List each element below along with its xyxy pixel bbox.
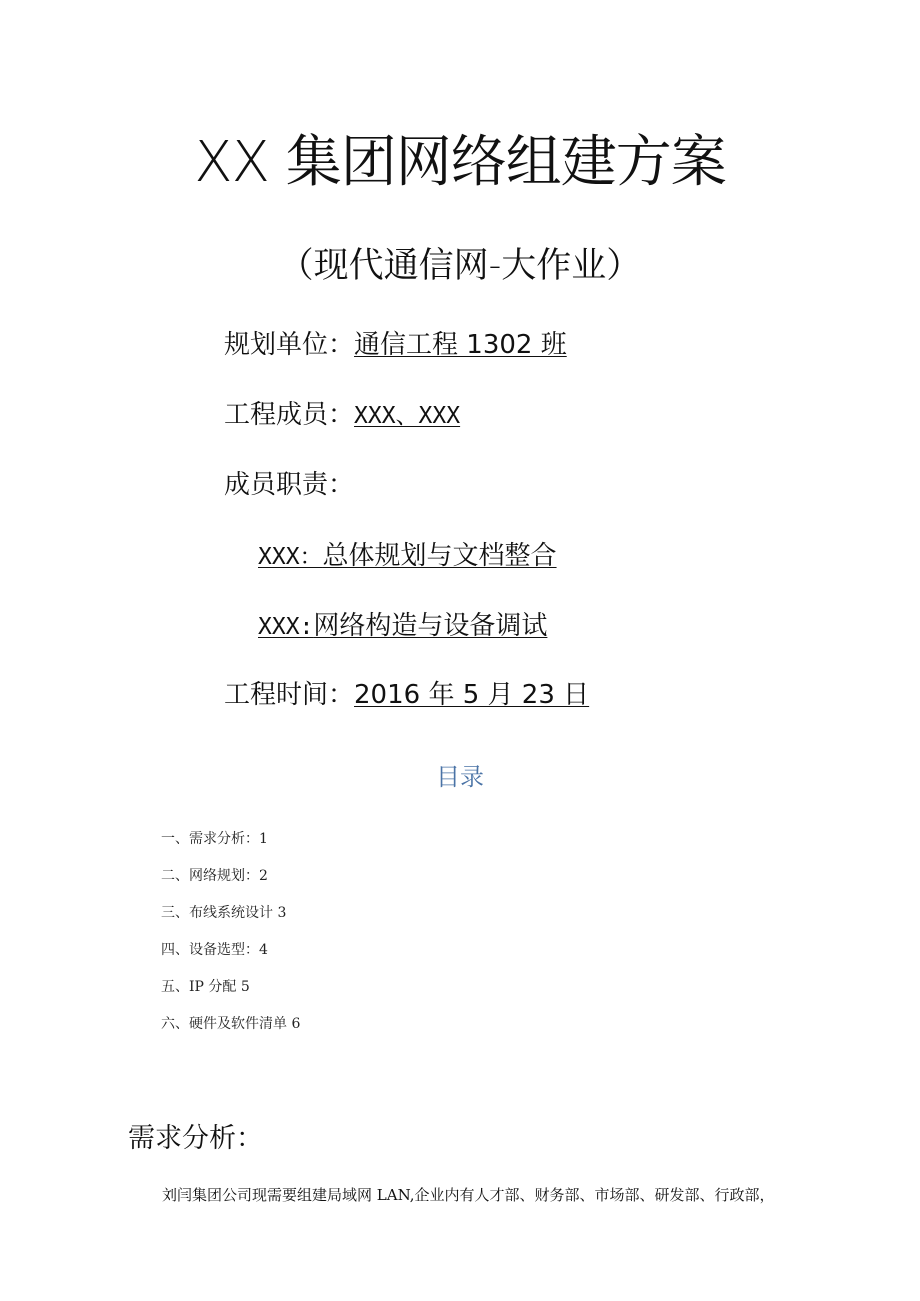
section-paragraph: 刘闫集团公司现需要组建局域网 LAN,企业内有人才部、财务部、市场部、研发部、行政部， [162, 1186, 775, 1204]
duty-member-name: XXX: [258, 614, 314, 640]
planning-unit-line [224, 324, 567, 361]
planning-unit-label: 规划单位： [224, 330, 355, 360]
duty-member-name: XXX： [258, 544, 323, 570]
duty-task: 总体规划与文档整合 [322, 541, 557, 571]
toc-title: 目录 [436, 763, 484, 791]
document-subtitle: （现代通信网-大作业） [278, 246, 642, 286]
section-heading: 需求分析： [128, 1123, 263, 1154]
toc-item: 五、IP 分配 5 [161, 979, 250, 995]
duties-label: 成员职责： [224, 470, 355, 500]
document-title: XX 集团网络组建方案 [194, 130, 726, 195]
toc-item: 四、设备选型：4 [161, 942, 268, 958]
toc-item: 六、硬件及软件清单 6 [161, 1016, 301, 1032]
project-time-value: 2016 年 5 月 23 日 [354, 680, 590, 710]
toc-item: 一、需求分析：1 [161, 831, 268, 847]
members-line [224, 394, 460, 431]
duty-line-1 [258, 535, 557, 572]
members-label: 工程成员： [224, 400, 355, 430]
project-time-label: 工程时间： [224, 680, 355, 710]
duty-task: 网络构造与设备调试 [313, 611, 548, 641]
duty-line-2 [258, 605, 547, 642]
project-time-line [224, 674, 589, 711]
planning-unit-value: 通信工程 1302 班 [354, 330, 567, 360]
toc-item: 二、网络规划：2 [161, 868, 268, 884]
members-value: XXX、XXX [354, 403, 461, 429]
toc-item: 三、布线系统设计 3 [161, 905, 287, 921]
